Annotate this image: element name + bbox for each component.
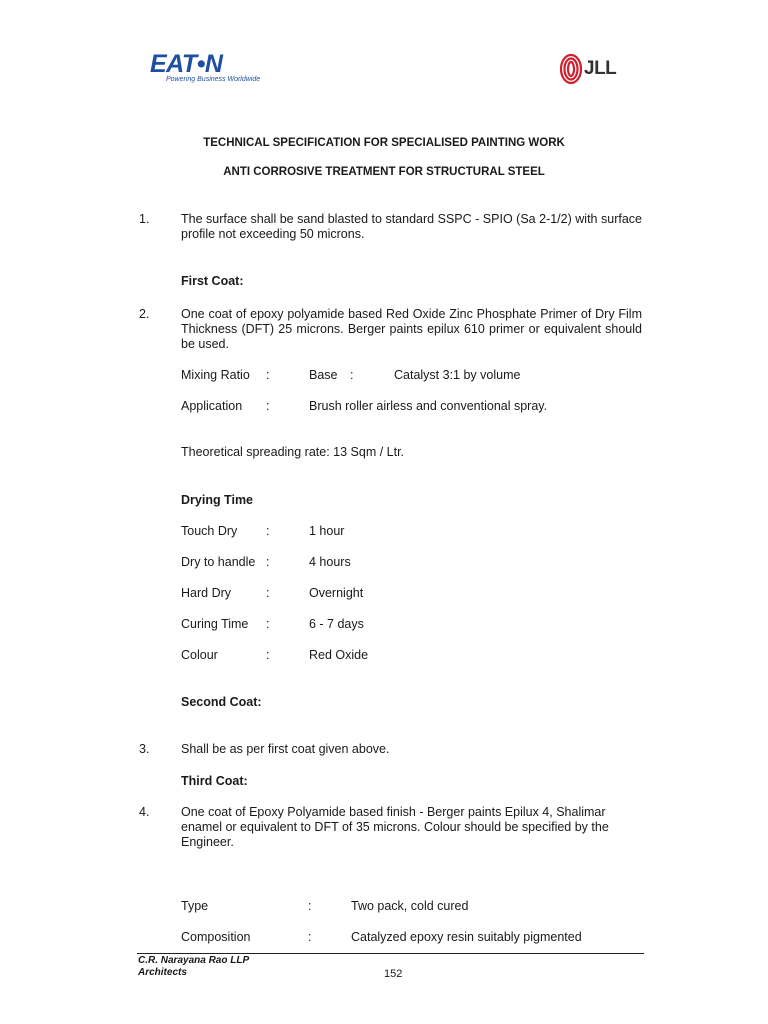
item-text-1: The surface shall be sand blasted to standard SSPC - SPIO (Sa 2-1/2) with surface profile not exceeding 50 microns. bbox=[181, 212, 642, 241]
dry-row-value: Red Oxide bbox=[309, 648, 369, 662]
dry-row-value: Overnight bbox=[309, 586, 364, 600]
dry-row-label: Hard Dry bbox=[181, 586, 232, 600]
type-label: Type bbox=[181, 899, 209, 913]
composition-label: Composition bbox=[181, 930, 251, 944]
jll-logo bbox=[560, 54, 616, 84]
item-number-4: 4. bbox=[139, 805, 150, 819]
spec-subtitle: ANTI CORROSIVE TREATMENT FOR STRUCTURAL STEEL bbox=[223, 166, 545, 178]
item-number-3: 3. bbox=[139, 742, 150, 756]
application-label: Application bbox=[181, 399, 243, 413]
dry-row-colon: : bbox=[266, 586, 270, 600]
footer-divider bbox=[137, 953, 644, 954]
dry-row-value: 6 - 7 days bbox=[309, 617, 364, 631]
drying-time-heading: Drying Time bbox=[181, 493, 254, 507]
item-text-3: Shall be as per first coat given above. bbox=[181, 742, 390, 756]
item-number-2: 2. bbox=[139, 307, 150, 321]
page-number: 152 bbox=[384, 968, 403, 980]
type-value: Two pack, cold cured bbox=[351, 899, 469, 913]
spec-title: TECHNICAL SPECIFICATION FOR SPECIALISED PAINTING WORK bbox=[203, 137, 565, 149]
mixing-ratio-colon: : bbox=[266, 368, 270, 382]
application-value: Brush roller airless and conventional spray. bbox=[309, 399, 548, 413]
eaton-logo bbox=[150, 52, 260, 83]
dry-row-label: Dry to handle bbox=[181, 555, 256, 569]
dry-row-value: 4 hours bbox=[309, 555, 351, 569]
dry-row-value: 1 hour bbox=[309, 524, 345, 538]
first-coat-heading: First Coat: bbox=[181, 274, 244, 288]
composition-colon: : bbox=[308, 930, 312, 944]
mixing-ratio-value: Catalyst 3:1 by volume bbox=[394, 368, 521, 382]
footer-firm-name: C.R. Narayana Rao LLP bbox=[138, 955, 250, 966]
dry-row-label: Curing Time bbox=[181, 617, 249, 631]
eaton-logo-text: EAT•N bbox=[150, 50, 223, 78]
item-text-2: One coat of epoxy polyamide based Red Oxide Zinc Phosphate Primer of Dry Film Thickness (DFT) 25 microns. Berger paints epilux 610 primer or equivalent should be used. bbox=[181, 307, 642, 351]
third-coat-heading: Third Coat: bbox=[181, 774, 248, 788]
second-coat-heading: Second Coat: bbox=[181, 695, 262, 709]
mixing-base-label: Base bbox=[309, 368, 338, 382]
dry-row-colon: : bbox=[266, 555, 270, 569]
dry-row-colon: : bbox=[266, 524, 270, 538]
dry-row-label: Touch Dry bbox=[181, 524, 238, 538]
mixing-base-colon: : bbox=[350, 368, 354, 382]
item-text-4: One coat of Epoxy Polyamide based finish - Berger paints Epilux 4, Shalimar enamel or equivalent to DFT of 35 microns. Colour should be specified by the Engineer. bbox=[181, 805, 609, 849]
dry-row-label: Colour bbox=[181, 648, 218, 662]
type-colon: : bbox=[308, 899, 312, 913]
jll-swirl-icon bbox=[560, 54, 582, 84]
item-number-1: 1. bbox=[139, 212, 150, 226]
spreading-rate: Theoretical spreading rate: 13 Sqm / Ltr. bbox=[181, 445, 405, 459]
composition-value: Catalyzed epoxy resin suitably pigmented bbox=[351, 930, 582, 944]
eaton-tagline: Powering Business Worldwide bbox=[166, 76, 261, 83]
dry-row-colon: : bbox=[266, 648, 270, 662]
footer-firm-role: Architects bbox=[138, 967, 187, 978]
dry-row-colon: : bbox=[266, 617, 270, 631]
application-colon: : bbox=[266, 399, 270, 413]
jll-logo-text: JLL bbox=[584, 58, 617, 79]
mixing-ratio-label: Mixing Ratio bbox=[181, 368, 250, 382]
footer-firm bbox=[138, 955, 249, 979]
